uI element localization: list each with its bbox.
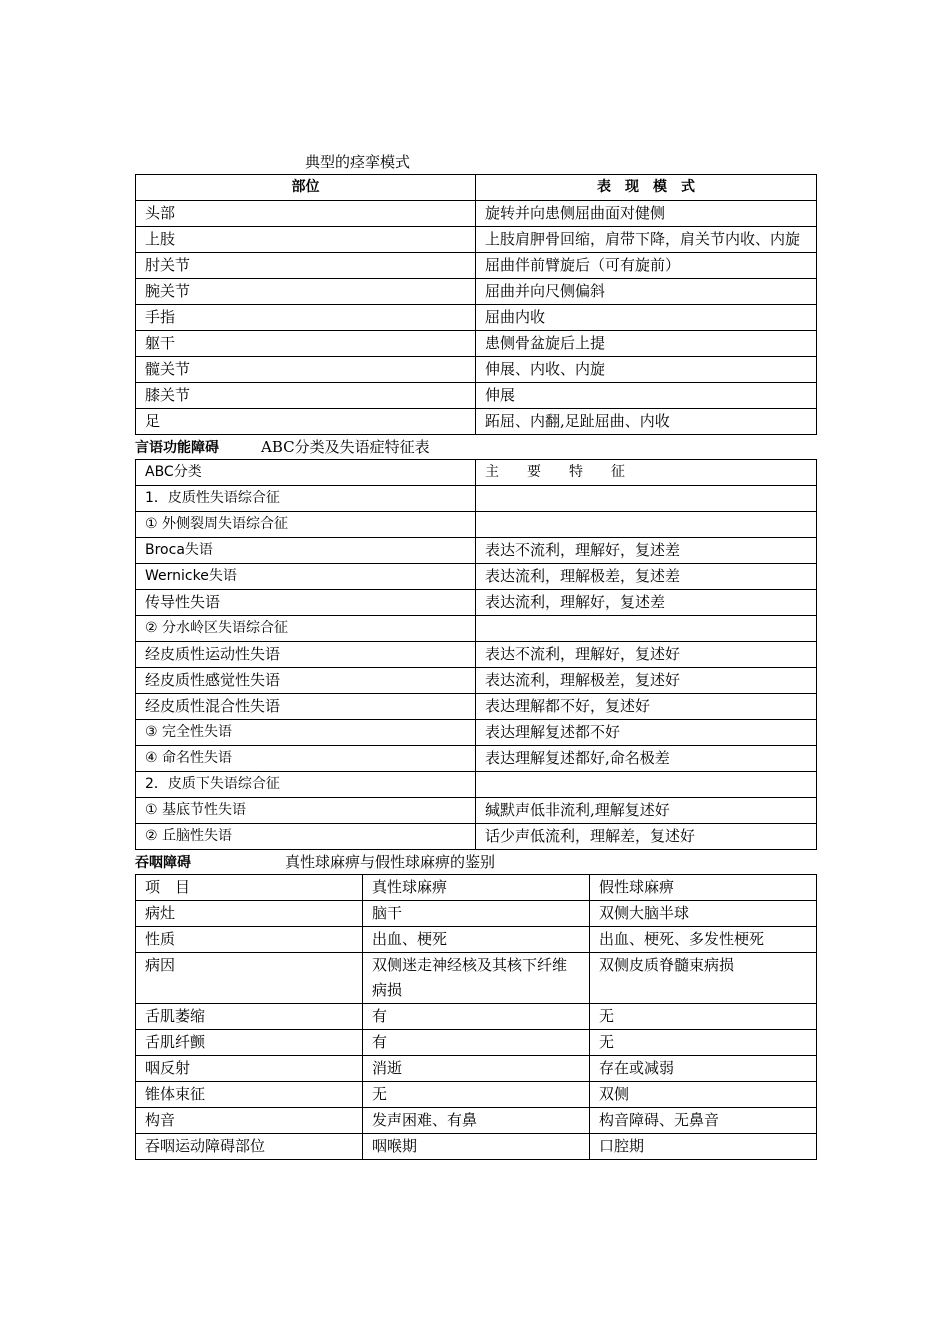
cell-class: 2．皮质下失语综合征 <box>136 772 476 798</box>
cell-class: 经皮质性运动性失语 <box>136 642 476 668</box>
cell-features: 话少声低流利，理解差，复述好 <box>476 824 817 850</box>
cell-item: 性质 <box>136 927 363 953</box>
table-row <box>136 901 817 927</box>
cell-pseudo: 双侧皮质脊髓束病损 <box>590 953 817 1004</box>
cell-class: ④ 命名性失语 <box>136 746 476 772</box>
cell-features: 表达理解复述都不好 <box>476 720 817 746</box>
cell-features: 表达理解复述都好,命名极差 <box>476 746 817 772</box>
cell-true: 消逝 <box>363 1056 590 1082</box>
cell-true: 有 <box>363 1030 590 1056</box>
cell-features <box>476 512 817 538</box>
cell-true: 出血、梗死 <box>363 927 590 953</box>
cell-location: 躯干 <box>136 331 476 357</box>
table-row <box>136 512 817 538</box>
aphasia-table-caption: ABC分类及失语症特征表 <box>261 438 430 456</box>
cell-location: 手指 <box>136 305 476 331</box>
cell-pattern: 伸展 <box>476 383 817 409</box>
cell-features: 表达流利，理解极差，复述差 <box>476 564 817 590</box>
cell-features: 表达不流利，理解好，复述好 <box>476 642 817 668</box>
cell-class: 传导性失语 <box>136 590 476 616</box>
table-row <box>136 383 817 409</box>
header-abc-class: ABC分类 <box>136 460 476 486</box>
cell-pseudo: 无 <box>590 1030 817 1056</box>
header-item: 项 目 <box>136 875 363 901</box>
cell-item: 舌肌萎缩 <box>136 1004 363 1030</box>
table-row <box>136 1030 817 1056</box>
table-row <box>136 538 817 564</box>
cell-pattern: 屈曲内收 <box>476 305 817 331</box>
cell-features: 缄默声低非流利,理解复述好 <box>476 798 817 824</box>
cell-true: 双侧迷走神经核及其核下纤维病损 <box>363 953 590 1004</box>
cell-features: 表达流利，理解好，复述差 <box>476 590 817 616</box>
table-row <box>136 824 817 850</box>
cell-pattern: 患侧骨盆旋后上提 <box>476 331 817 357</box>
cell-pseudo: 双侧大脑半球 <box>590 901 817 927</box>
cell-pseudo: 双侧 <box>590 1082 817 1108</box>
cell-class: ② 分水岭区失语综合征 <box>136 616 476 642</box>
table-row <box>136 1056 817 1082</box>
header-location: 部位 <box>136 175 476 201</box>
bulbar-palsy-table <box>135 874 817 1160</box>
cell-item: 病因 <box>136 953 363 1004</box>
table-row <box>136 642 817 668</box>
cell-class: 1．皮质性失语综合征 <box>136 486 476 512</box>
cell-location: 上肢 <box>136 227 476 253</box>
cell-class: ② 丘脑性失语 <box>136 824 476 850</box>
table-row <box>136 798 817 824</box>
cell-location: 腕关节 <box>136 279 476 305</box>
cell-class: Broca失语 <box>136 538 476 564</box>
cell-location: 髋关节 <box>136 357 476 383</box>
aphasia-section-heading <box>135 435 816 459</box>
cell-location: 足 <box>136 409 476 435</box>
table-row <box>136 486 817 512</box>
table-row <box>136 279 817 305</box>
cell-true: 脑干 <box>363 901 590 927</box>
header-main-features: 主 要 特 征 <box>476 460 817 486</box>
cell-location: 肘关节 <box>136 253 476 279</box>
bulbar-table-caption: 真性球麻痹与假性球麻痹的鉴别 <box>285 853 496 871</box>
cell-pattern: 上肢肩胛骨回缩，肩带下降，肩关节内收、内旋 <box>476 227 817 253</box>
cell-class: ③ 完全性失语 <box>136 720 476 746</box>
table-row <box>136 331 817 357</box>
header-pseudo-bulbar: 假性球麻痹 <box>590 875 817 901</box>
section-title-swallowing: 吞咽障碍 <box>135 855 191 871</box>
table-row <box>136 1082 817 1108</box>
cell-true: 发声困难、有鼻 <box>363 1108 590 1134</box>
cell-class: 经皮质性混合性失语 <box>136 694 476 720</box>
table-row <box>136 746 817 772</box>
cell-true: 有 <box>363 1004 590 1030</box>
table-row <box>136 305 817 331</box>
cell-class: ① 基底节性失语 <box>136 798 476 824</box>
header-true-bulbar: 真性球麻痹 <box>363 875 590 901</box>
cell-features <box>476 772 817 798</box>
cell-pseudo: 构音障碍、无鼻音 <box>590 1108 817 1134</box>
table-row <box>136 227 817 253</box>
cell-pseudo: 存在或减弱 <box>590 1056 817 1082</box>
cell-item: 吞咽运动障碍部位 <box>136 1134 363 1160</box>
table-row <box>136 1004 817 1030</box>
table-header-row <box>136 460 817 486</box>
table-row <box>136 668 817 694</box>
cell-pseudo: 口腔期 <box>590 1134 817 1160</box>
table-row <box>136 772 817 798</box>
cell-class: ① 外侧裂周失语综合征 <box>136 512 476 538</box>
cell-class: Wernicke失语 <box>136 564 476 590</box>
table-row <box>136 1108 817 1134</box>
cell-pattern: 伸展、内收、内旋 <box>476 357 817 383</box>
cell-pattern: 跖屈、内翻,足趾屈曲、内收 <box>476 409 817 435</box>
cell-features: 表达不流利，理解好，复述差 <box>476 538 817 564</box>
cell-item: 舌肌纤颤 <box>136 1030 363 1056</box>
cell-item: 病灶 <box>136 901 363 927</box>
table-header-row <box>136 175 817 201</box>
table-row <box>136 720 817 746</box>
table-row <box>136 201 817 227</box>
cell-true: 无 <box>363 1082 590 1108</box>
table-row <box>136 1134 817 1160</box>
cell-item: 构音 <box>136 1108 363 1134</box>
bulbar-section-heading <box>135 850 816 874</box>
cell-pattern: 屈曲并向尺侧偏斜 <box>476 279 817 305</box>
cell-pattern: 旋转并向患侧屈曲面对健侧 <box>476 201 817 227</box>
table-row <box>136 616 817 642</box>
cell-features: 表达理解都不好，复述好 <box>476 694 817 720</box>
cell-item: 咽反射 <box>136 1056 363 1082</box>
cell-pseudo: 出血、梗死、多发性梗死 <box>590 927 817 953</box>
section-title-speech: 言语功能障碍 <box>135 440 219 456</box>
cell-features: 表达流利，理解极差，复述好 <box>476 668 817 694</box>
document-page <box>135 150 816 1160</box>
table-row <box>136 357 817 383</box>
cell-location: 膝关节 <box>136 383 476 409</box>
cell-features <box>476 616 817 642</box>
cell-pattern: 屈曲伴前臂旋后（可有旋前） <box>476 253 817 279</box>
spasm-pattern-table <box>135 174 817 435</box>
table-row <box>136 253 817 279</box>
header-pattern: 表 现 模 式 <box>476 175 817 201</box>
cell-location: 头部 <box>136 201 476 227</box>
table-row <box>136 590 817 616</box>
cell-item: 锥体束征 <box>136 1082 363 1108</box>
cell-true: 咽喉期 <box>363 1134 590 1160</box>
cell-class: 经皮质性感觉性失语 <box>136 668 476 694</box>
cell-features <box>476 486 817 512</box>
table-row <box>136 409 817 435</box>
cell-pseudo: 无 <box>590 1004 817 1030</box>
table-header-row <box>136 875 817 901</box>
table-row <box>136 953 817 1004</box>
aphasia-abc-table <box>135 459 817 850</box>
table-row <box>136 927 817 953</box>
spasm-table-caption: 典型的痉挛模式 <box>305 153 411 171</box>
table-row <box>136 694 817 720</box>
table-row <box>136 564 817 590</box>
